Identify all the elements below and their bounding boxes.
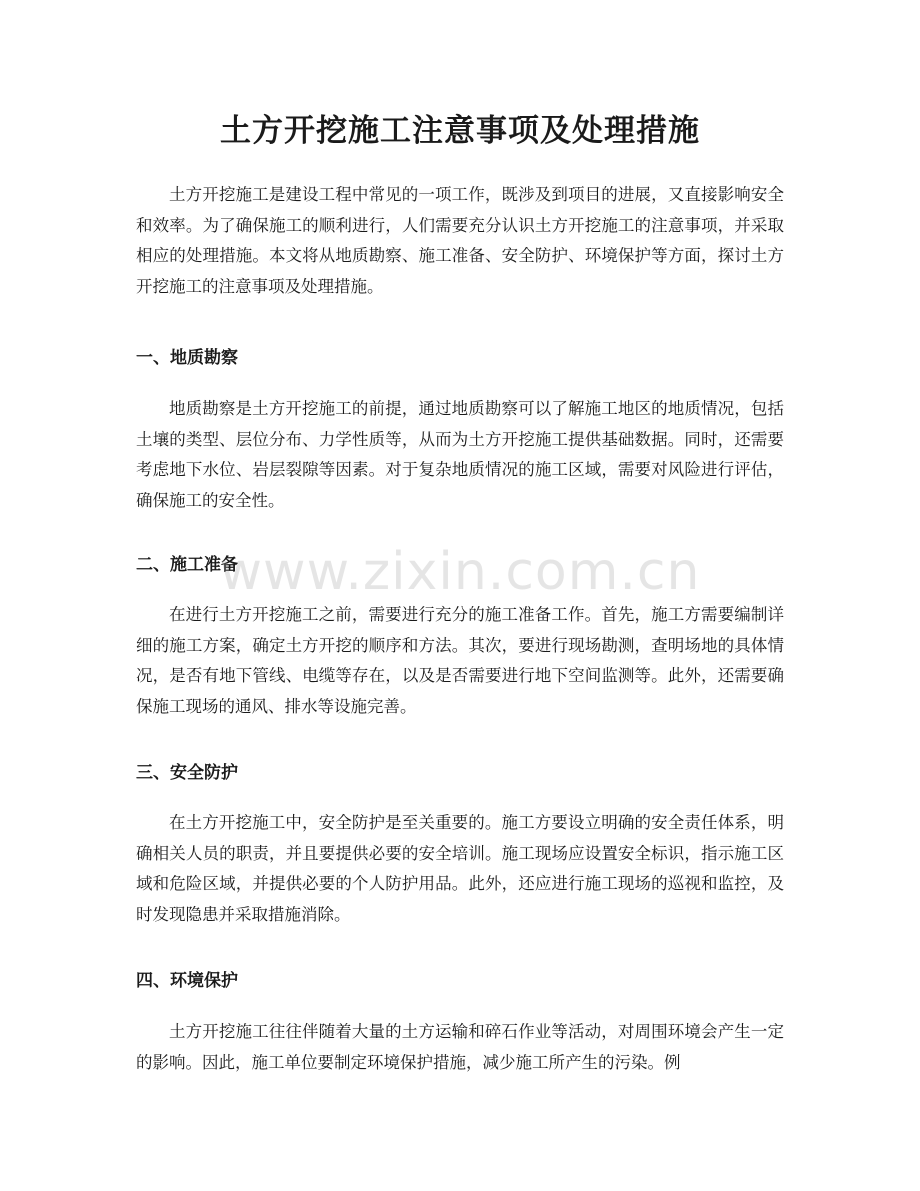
section-heading-geology: 一、地质勘察 [136, 348, 238, 368]
document-title: 土方开挖施工注意事项及处理措施 [220, 113, 700, 149]
section-heading-safety: 三、安全防护 [136, 763, 238, 783]
section-heading-preparation: 二、施工准备 [136, 555, 238, 575]
watermark: www.zixin.com.cn [219, 542, 701, 602]
section-body-environment: 土方开挖施工往往伴随着大量的土方运输和碎石作业等活动，对周围环境会产生一定的影响。因此，施工单位要制定环境保护措施，减少施工所产生的污染。例 [136, 1022, 784, 1072]
section-body-safety: 在土方开挖施工中，安全防护是至关重要的。施工方要设立明确的安全责任体系，明确相关人员的职责，并且要提供必要的安全培训。施工现场应设置安全标识，指示施工区域和危险区域，并提供必要的个人防护用品。此外，还应进行施工现场的巡视和监控，及时发现隐患并采取措施消除。 [136, 813, 784, 924]
section-body-preparation: 在进行土方开挖施工之前，需要进行充分的施工准备工作。首先，施工方需要编制详细的施工方案，确定土方开挖的顺序和方法。其次，要进行现场勘测，查明场地的具体情况，是否有地下管线、电缆等存在，以及是否需要进行地下空间监测等。此外，还需要确保施工现场的通风、排水等设施完善。 [136, 605, 784, 716]
section-heading-environment: 四、环境保护 [136, 971, 238, 991]
section-body-geology: 地质勘察是土方开挖施工的前提，通过地质勘察可以了解施工地区的地质情况，包括土壤的类型、层位分布、力学性质等，从而为土方开挖施工提供基础数据。同时，还需要考虑地下水位、岩层裂隙等因素。对于复杂地质情况的施工区域，需要对风险进行评估，确保施工的安全性。 [136, 399, 784, 510]
intro-paragraph: 土方开挖施工是建设工程中常见的一项工作，既涉及到项目的进展，又直接影响安全和效率。为了确保施工的顺利进行，人们需要充分认识土方开挖施工的注意事项，并采取相应的处理措施。本文将从地质勘察、施工准备、安全防护、环境保护等方面，探讨土方开挖施工的注意事项及处理措施。 [136, 185, 784, 296]
